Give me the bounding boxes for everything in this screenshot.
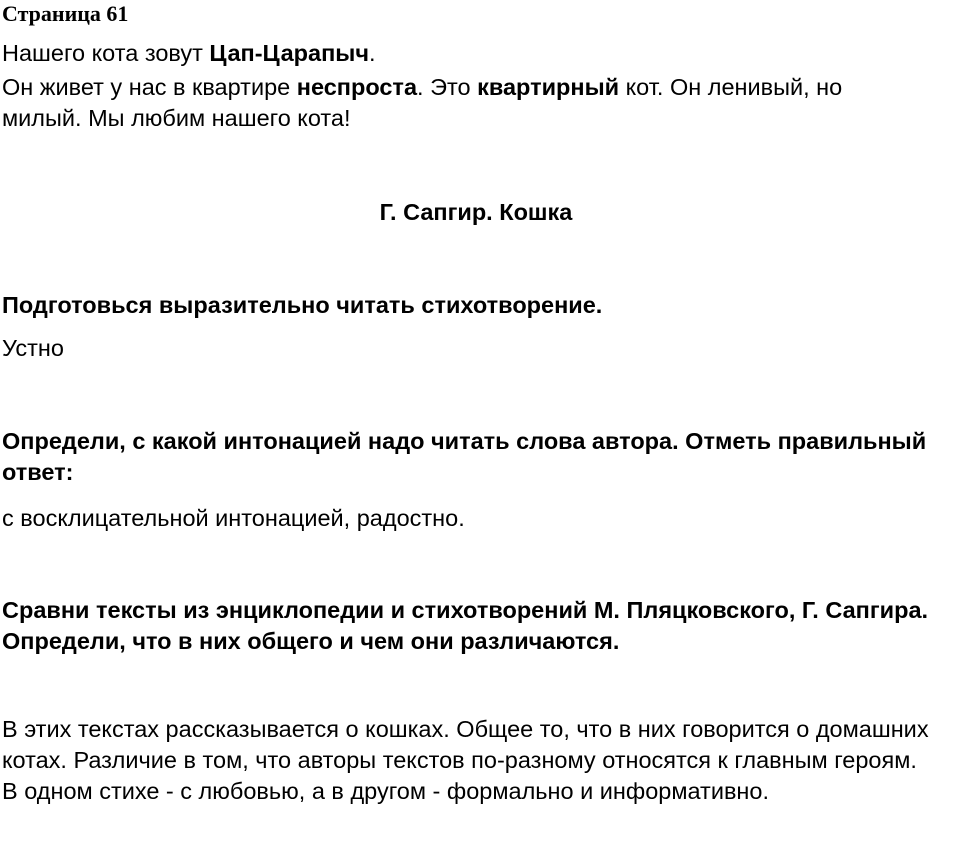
task3-question: Сравни тексты из энциклопедии и стихотворений М. Пляцковского, Г. Сапгира. Определи, что в них общего и чем они различаются. [2, 597, 929, 654]
intro-line2-suffix: кот. Он ленивый, но милый. Мы любим нашего кота! [2, 74, 843, 131]
poem-title: Г. Сапгир. Кошка [379, 199, 573, 225]
page-heading: Страница 61 [2, 1, 129, 26]
intro-line2-mid: . Это [417, 74, 478, 100]
task1-question: Подготовься выразительно читать стихотворение. [2, 292, 603, 318]
intro-line-1 [2, 38, 950, 69]
intro-line2-prefix: Он живет у нас в квартире [2, 74, 297, 100]
task3-answer: В этих текстах рассказывается о кошках. Общее то, что в них говорится о домашних котах. Различие в том, что авторы текстов по-разному относятся к главным героям. В одном стихе - с любовью, а в другом - формально и информативно. [2, 716, 929, 804]
intro-line1-prefix: Нашего кота зовут [2, 40, 210, 66]
intro-line1-suffix: . [368, 40, 376, 66]
task2-answer: с восклицательной интонацией, радостно. [2, 505, 465, 531]
task1-answer: Устно [2, 335, 64, 361]
intro-paragraph [2, 72, 872, 134]
task2-question: Определи, с какой интонацией надо читать слова автора. Отметь правильный ответ: [2, 428, 927, 485]
keyword-nesprosta: неспроста [296, 74, 418, 100]
cat-name: Цап-Царапыч [209, 40, 369, 66]
keyword-kvartirny: квартирный [477, 74, 620, 100]
